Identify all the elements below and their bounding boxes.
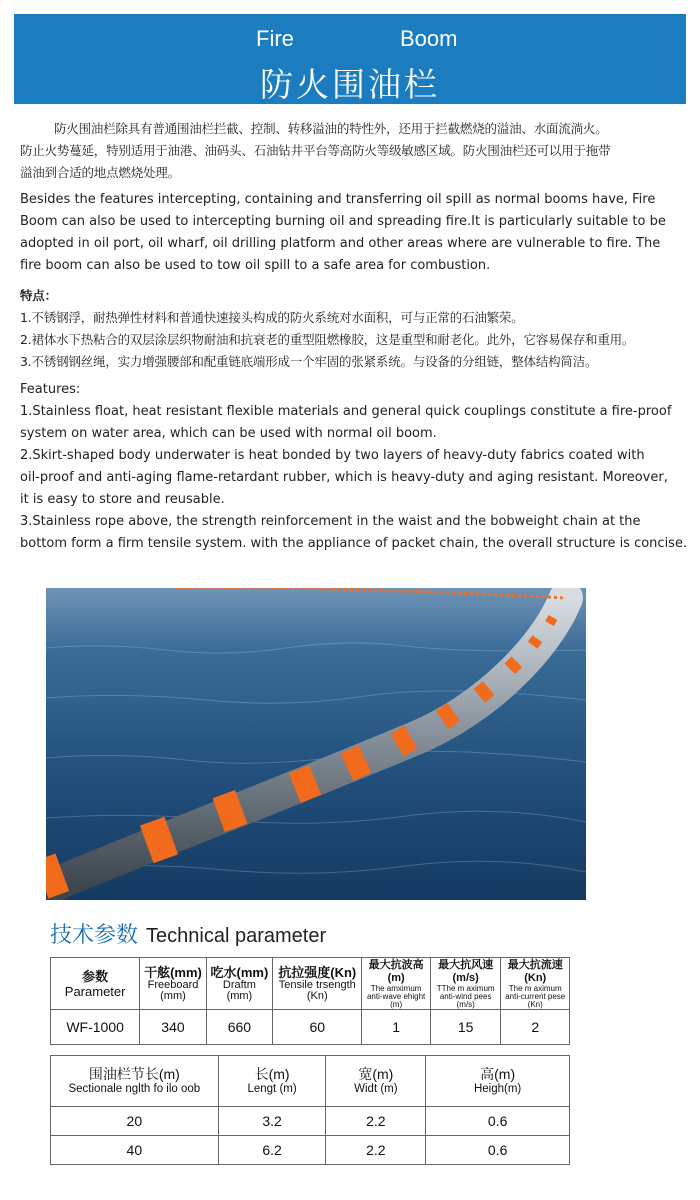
features-en-line-2: system on water area, which can be used with normal oil boom.: [20, 426, 437, 441]
param-header-current: [501, 958, 570, 1010]
param-header-wave: [362, 958, 431, 1010]
current-header-unit: (Kn): [527, 999, 543, 1009]
param-header-parameter: [51, 958, 140, 1010]
features-cn-line-2: 2.裙体水下热粘合的双层涂层织物耐油和抗衰老的重型阻燃橡胶，这是重型和耐老化。此外，它容易保存和重用。: [20, 332, 635, 347]
draft-header-unit: (mm): [226, 990, 253, 1002]
features-en-line-1: 1.Stainless float, heat resistant flexible materials and general quick couplings constitute a fire-proof: [20, 404, 672, 419]
draft-cell: 660: [206, 1010, 272, 1045]
tech-title-en: Technical parameter: [146, 925, 327, 947]
param-header-en: Parameter: [64, 983, 126, 999]
tech-title-cn: 技术参数: [50, 923, 139, 948]
length-cell: 6.2: [218, 1136, 326, 1165]
header-title-fire: Fire: [256, 26, 294, 51]
width-header-cn: 宽(m): [358, 1066, 394, 1082]
length-header-en: Lengt (m): [247, 1083, 297, 1095]
section-length-header: [51, 1056, 219, 1107]
section-length-header-en: Sectionale nglth fo ilo oob: [68, 1083, 201, 1095]
page-header: [14, 14, 686, 104]
length-cell: 3.2: [218, 1107, 326, 1136]
height-header-cn: 高(m): [480, 1066, 516, 1082]
wave-header-en: The amximum anti-wave ehight: [366, 983, 426, 1001]
features-en-line-7: bottom form a firm tensile system. with the appliance of packet chain, the overall structure is concise.: [20, 536, 688, 551]
features-en-line-5: it is easy to store and reusable.: [20, 492, 225, 507]
features-en-line-3: 2.Skirt-shaped body underwater is heat bonded by two layers of heavy-duty fabrics coated with: [20, 448, 645, 463]
wave-header-cn: 最大抗波高(m): [368, 958, 424, 984]
features-cn-line-1: 1.不锈钢浮，耐热弹性材料和普通快速接头构成的防火系统对水面积，可与正常的石油繁荣。: [20, 310, 524, 325]
tensile-header-en: Tensile trsength: [278, 979, 356, 991]
section-length-header-cn: 围油栏节长(m): [88, 1066, 180, 1082]
current-header-en: The m aximum anti-current pese: [505, 983, 566, 1001]
current-header-cn: 最大抗流速(Kn): [507, 958, 563, 984]
height-header-en: Heigh(m): [473, 1083, 522, 1095]
section-length-cell: 40: [51, 1136, 219, 1165]
features-chinese: [20, 285, 690, 373]
width-header-en: Widt (m): [354, 1083, 398, 1095]
wind-speed-cell: 15: [430, 1010, 501, 1045]
features-english: [20, 379, 690, 555]
width-cell: 2.2: [326, 1107, 426, 1136]
wave-header-unit: (m): [390, 999, 403, 1009]
intro-chinese: [20, 118, 690, 184]
freeboard-header-unit: (mm): [160, 990, 186, 1002]
features-heading-en: Features:: [20, 382, 81, 397]
intro-en-line-4: fire boom can also be used to tow oil spill to a safe area for combustion.: [20, 258, 491, 273]
length-header: [218, 1056, 326, 1107]
wave-height-cell: 1: [362, 1010, 431, 1045]
section-length-table: [50, 1055, 570, 1165]
wind-header-cn: 最大抗风速(m/s): [438, 958, 494, 984]
section-length-cell: 20: [51, 1107, 219, 1136]
table-row: [51, 1136, 570, 1165]
header-title-boom: Boom: [400, 26, 458, 51]
section-table-header-row: [51, 1056, 570, 1107]
width-header: [326, 1056, 426, 1107]
parameter-table-header-row: [51, 958, 570, 1010]
header-chinese-title: 防火围油栏: [260, 65, 440, 104]
freeboard-header-cn: 干舷(mm): [144, 965, 202, 980]
intro-cn-line-3: 溢油到合适的地点燃烧处理。: [20, 165, 180, 180]
intro-cn-line-2: 防止火势蔓延，特别适用于油港、油码头、石油钻井平台等高防火等级敏感区域。防火围油栏还可以用于拖带: [20, 143, 611, 158]
intro-cn-line-1: 防火围油栏除具有普通围油栏拦截、控制、转移溢油的特性外，还用于拦截燃烧的溢油、水面流淌火。: [54, 121, 608, 136]
param-header-wind: [430, 958, 501, 1010]
features-en-line-6: 3.Stainless rope above, the strength reinforcement in the waist and the bobweight chain at the: [20, 514, 641, 529]
draft-header-en: Draftm: [222, 979, 256, 991]
intro-english: [20, 189, 690, 277]
table-row: [51, 1107, 570, 1136]
fire-boom-photo: [46, 588, 586, 900]
param-header-tensile: [273, 958, 362, 1010]
height-cell: 0.6: [426, 1136, 570, 1165]
intro-en-line-2: Boom can also be used to intercepting burning oil and spreading fire.It is particularly suitable to be: [20, 214, 666, 229]
height-cell: 0.6: [426, 1107, 570, 1136]
length-header-cn: 长(m): [254, 1066, 290, 1082]
param-header-cn: 参数: [82, 968, 109, 984]
intro-en-line-3: adopted in oil port, oil wharf, oil drilling platform and other areas where are vulnerable to fire. The: [20, 236, 661, 251]
features-en-line-4: oil-proof and anti-aging flame-retardant rubber, which is heavy-duty and aging resistant. Moreover,: [20, 470, 668, 485]
technical-parameter-title: [50, 918, 326, 949]
parameter-table: [50, 957, 570, 1045]
fire-boom-photo-illustration: [46, 588, 586, 900]
wind-header-en: TThe m aximum anti-wind pees: [436, 983, 495, 1001]
intro-en-line-1: Besides the features intercepting, containing and transferring oil spill as normal booms have, Fire: [20, 192, 656, 207]
param-header-freeboard: [140, 958, 206, 1010]
tensile-cell: 60: [273, 1010, 362, 1045]
draft-header-cn: 吃水(mm): [210, 965, 269, 980]
width-cell: 2.2: [326, 1136, 426, 1165]
param-header-draft: [206, 958, 272, 1010]
model-cell: WF-1000: [51, 1010, 140, 1045]
features-heading-cn: 特点：: [20, 288, 57, 303]
features-cn-line-3: 3.不锈钢钢丝绳，实力增强腰部和配重链底端形成一个牢固的张紧系统。与设备的分组链，整体结构简洁。: [20, 354, 598, 369]
freeboard-cell: 340: [140, 1010, 206, 1045]
table-row: [51, 1010, 570, 1045]
current-speed-cell: 2: [501, 1010, 570, 1045]
wind-header-unit: (m/s): [456, 999, 475, 1009]
freeboard-header-en: Freeboard: [147, 979, 199, 991]
height-header: [426, 1056, 570, 1107]
tensile-header-unit: (Kn): [306, 990, 328, 1002]
tensile-header-cn: 抗拉强度(Kn): [278, 965, 357, 980]
